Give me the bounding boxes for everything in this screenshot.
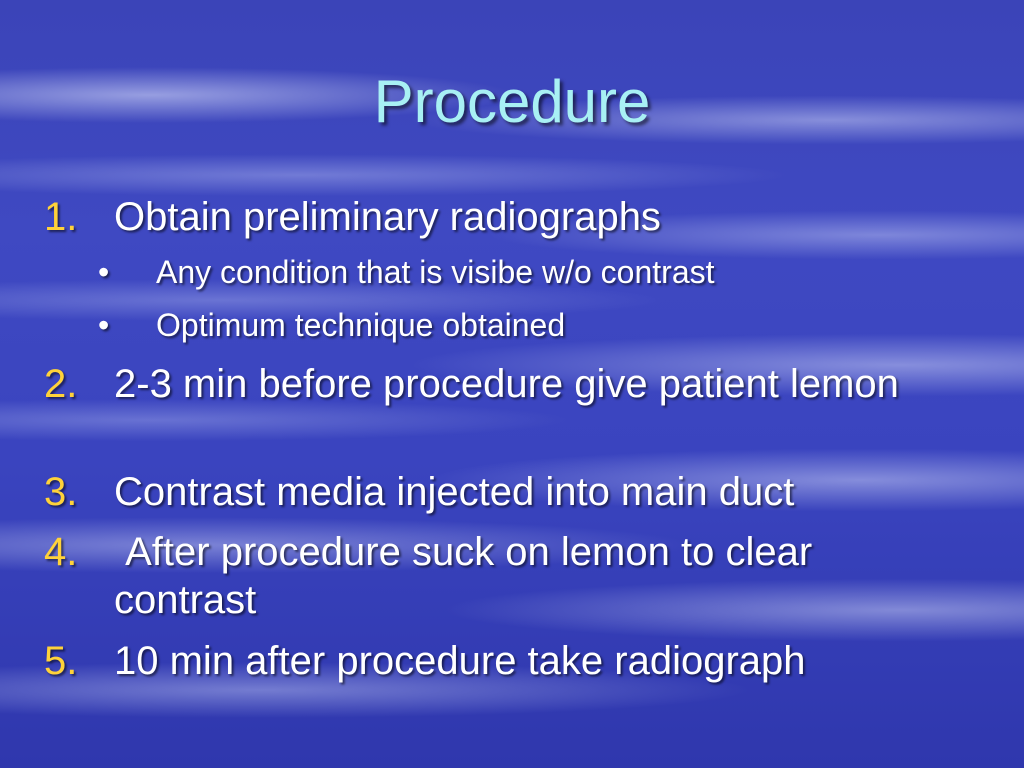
step-number: 4. [44, 530, 78, 574]
step-text: 10 min after procedure take radiograph [114, 639, 806, 683]
sub-bullet-text: Any condition that is visibe w/o contrast [156, 254, 715, 290]
slide-title: Procedure [373, 68, 651, 135]
step-text: Contrast media injected into main duct [114, 470, 795, 514]
step-number: 5. [44, 639, 78, 683]
bullet-icon: • [98, 254, 110, 290]
step-number: 3. [44, 470, 78, 514]
step-text: After procedure suck on lemon to clear contrast [114, 530, 824, 622]
step-text: Obtain preliminary radiographs [114, 195, 661, 239]
step-number: 1. [44, 195, 78, 239]
sub-bullet-text: Optimum technique obtained [156, 307, 566, 343]
step-text: 2-3 min before procedure give patient lemon [114, 362, 899, 406]
bullet-icon: • [98, 307, 110, 343]
step-number: 2. [44, 362, 78, 406]
